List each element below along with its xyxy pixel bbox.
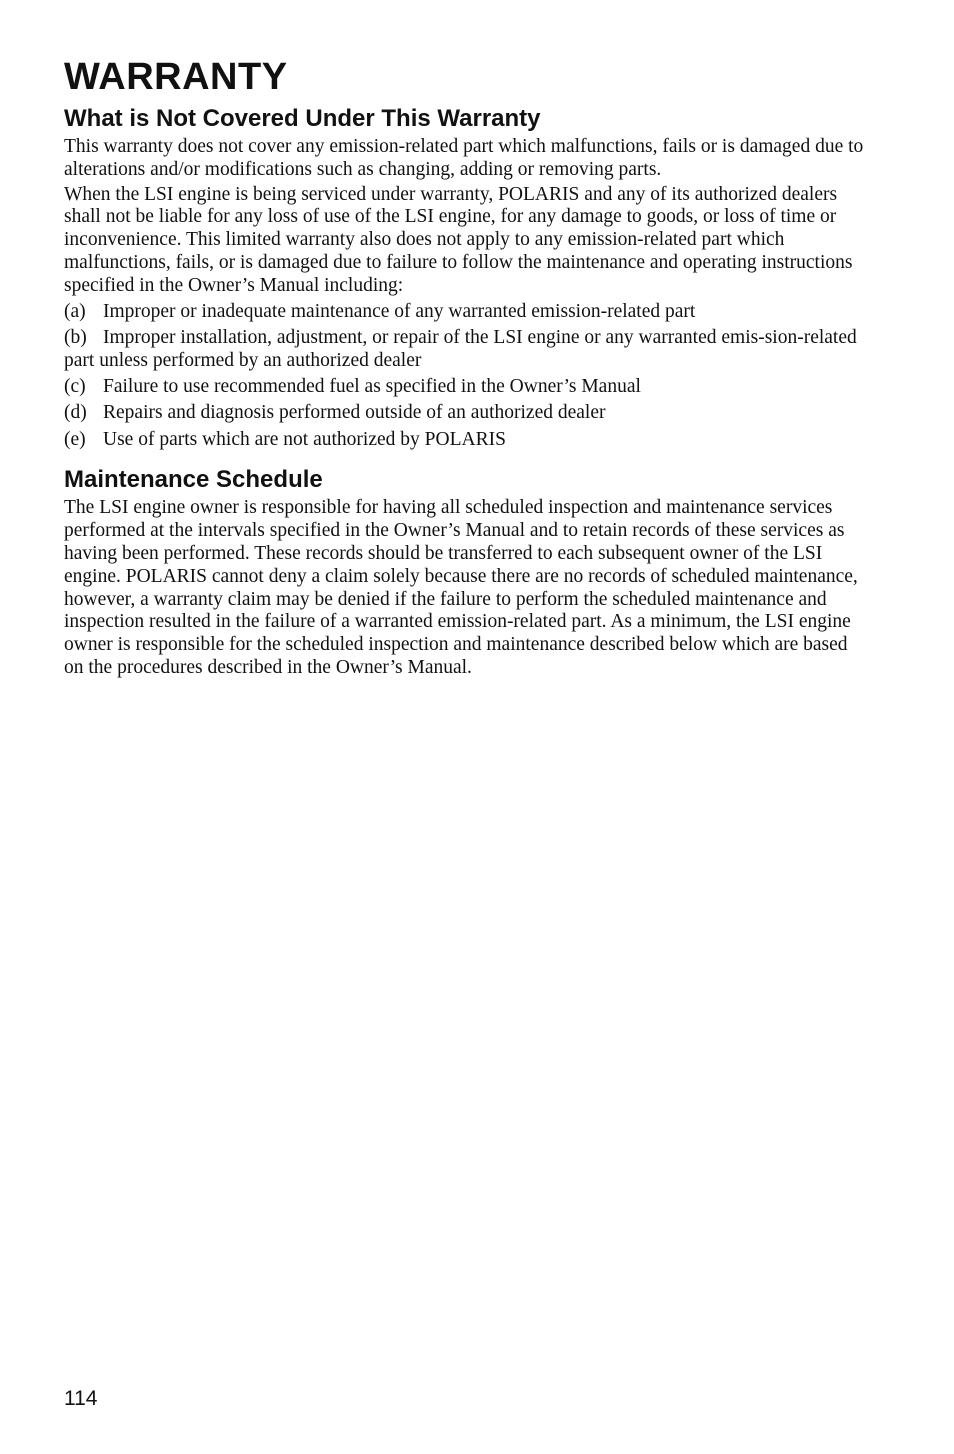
list-marker: (e) — [64, 428, 86, 450]
list-item — [64, 301, 864, 324]
list-item-text: Improper installation, adjustment, or repair of the LSI engine or any warranted emis-sion-related part unless performed by an authorized dealer — [64, 326, 857, 371]
not-covered-paragraph-2: When the LSI engine is being serviced under warranty, POLARIS and any of its authorized dealers shall not be liable for any loss of use of the LSI engine, for any damage to goods, or loss of time or inconvenience. This limited warranty also does not apply to any emission-related part which malfunctions, fails, or is damaged due to failure to follow the maintenance and operating instructions specified in the Owner’s Manual including: — [64, 183, 853, 296]
list-item — [64, 429, 864, 452]
list-item-text: Improper or inadequate maintenance of any warranted emission-related part — [103, 300, 696, 322]
exclusions-list — [64, 301, 864, 452]
list-item — [64, 327, 864, 373]
list-item — [64, 402, 864, 425]
section-heading-maintenance: Maintenance Schedule — [64, 466, 323, 494]
page-number: 114 — [64, 1387, 98, 1410]
list-item — [64, 376, 864, 399]
list-marker: (b) — [64, 326, 87, 348]
list-marker: (a) — [64, 300, 86, 322]
maintenance-paragraph: The LSI engine owner is responsible for having all scheduled inspection and maintenance services performed at the intervals specified in the Owner’s Manual and to retain records of these services as having been performed. These records should be transferred to each subsequent owner of the LSI engine. POLARIS cannot deny a claim solely because there are no records of scheduled maintenance, however, a warranty claim may be denied if the failure to perform the scheduled maintenance and inspection resulted in the failure of a warranted emission-related part. As a minimum, the LSI engine owner is responsible for the scheduled inspection and maintenance described below which are based on the procedures described in the Owner’s Manual. — [64, 497, 858, 678]
page-content — [64, 54, 864, 682]
list-item-text: Repairs and diagnosis performed outside of an authorized dealer — [103, 402, 606, 424]
list-item-text: Failure to use recommended fuel as specified in the Owner’s Manual — [103, 375, 641, 397]
list-marker: (c) — [64, 375, 86, 397]
section-heading-not-covered: What is Not Covered Under This Warranty — [64, 105, 541, 132]
list-marker: (d) — [64, 402, 87, 424]
page-title: WARRANTY — [64, 56, 288, 98]
list-item-text: Use of parts which are not authorized by POLARIS — [103, 428, 506, 450]
not-covered-paragraph-1: This warranty does not cover any emission-related part which malfunctions, fails or is damaged due to alterations and/or modifications such as changing, adding or removing parts. — [64, 136, 864, 180]
